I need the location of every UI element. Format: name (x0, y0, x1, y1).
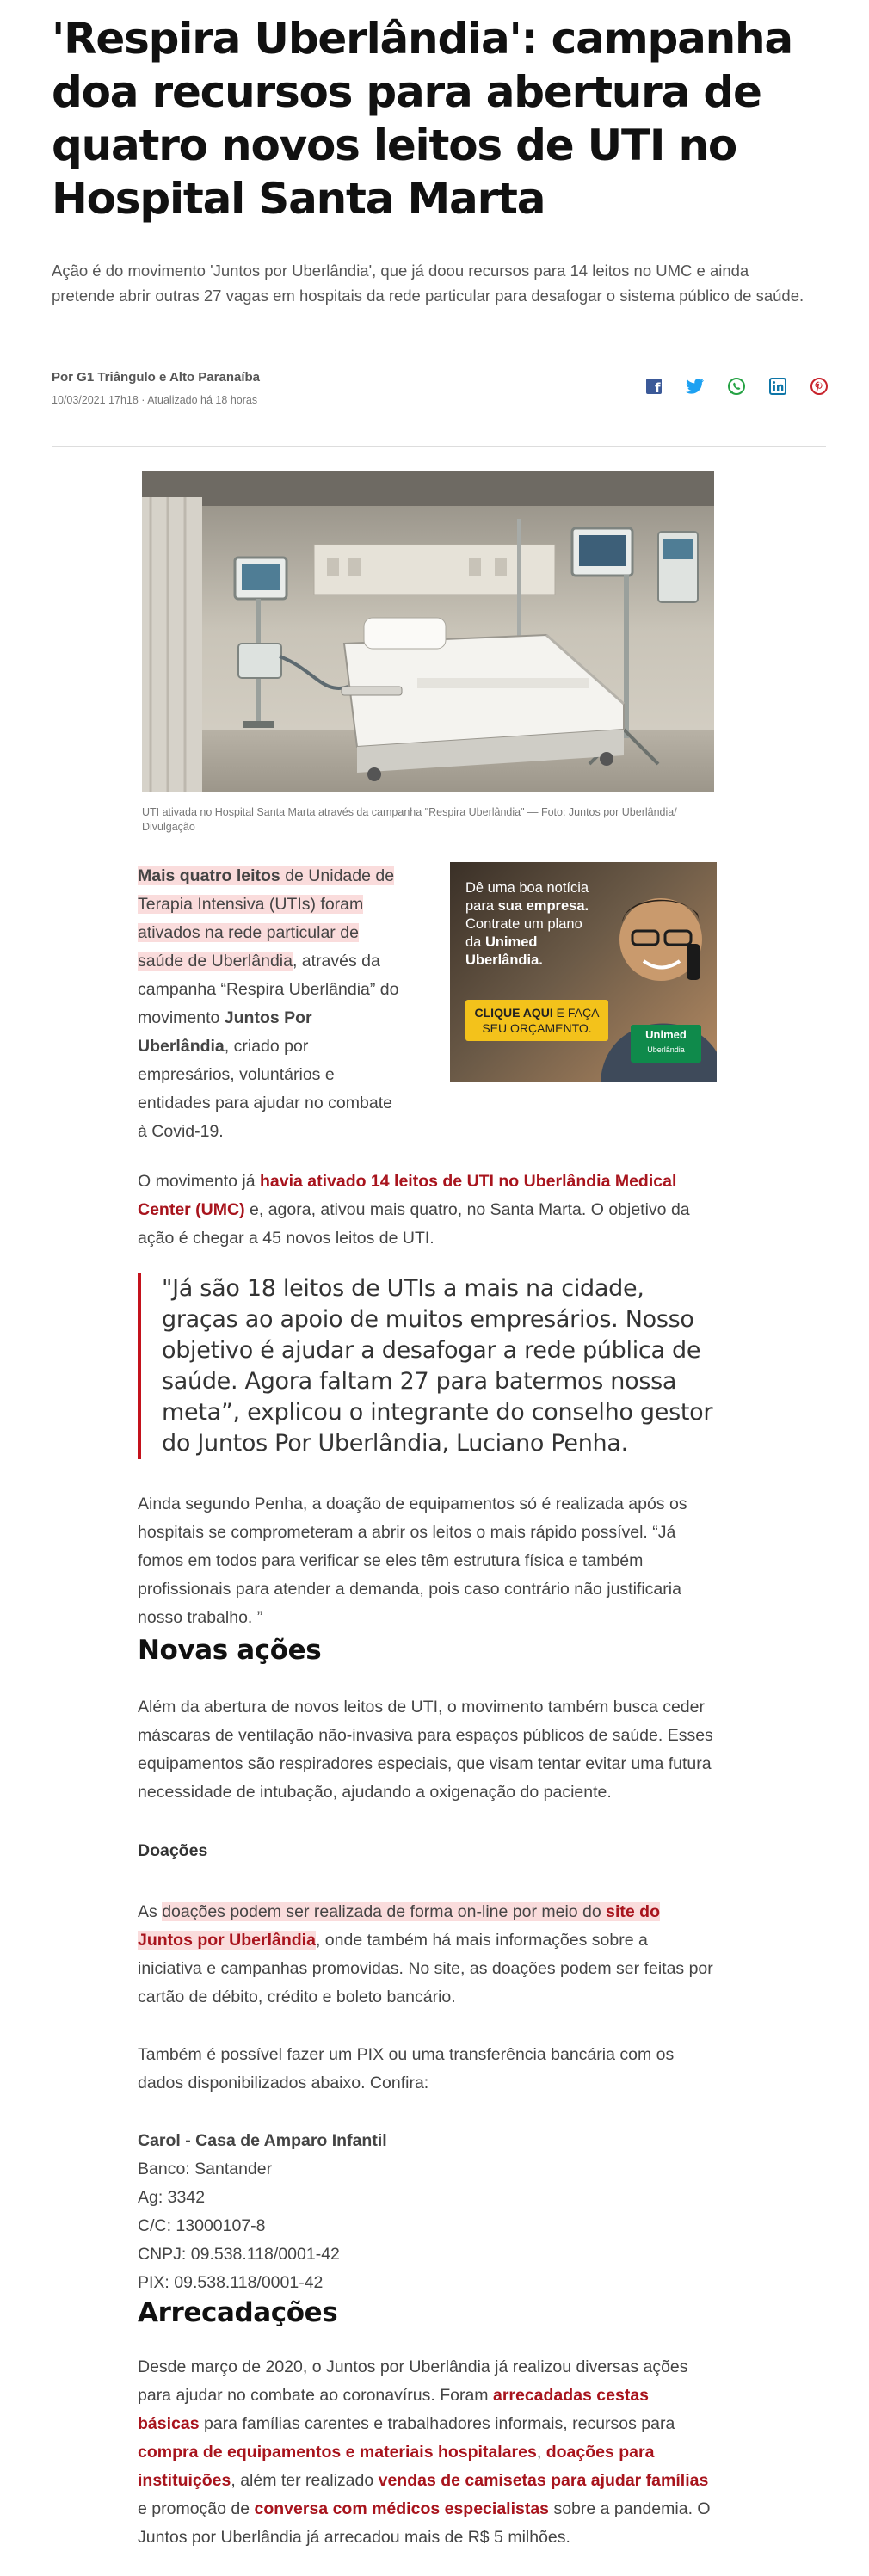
ad-logo-text: Unimed (645, 1028, 687, 1041)
pinterest-share-icon[interactable] (809, 376, 829, 397)
medicos-link[interactable]: conversa com médicos especialistas (254, 2499, 550, 2518)
bank-agency: Ag: 3342 (138, 2188, 206, 2207)
umc-text-2: e, agora, ativou mais quatro, no Santa Marta. O objetivo da ação é chegar a 45 novos leitos de UTI. (138, 1200, 690, 1248)
paragraph-intro (138, 862, 404, 1146)
article-subtitle: Ação é do movimento 'Juntos por Uberlândia', que já doou recursos para 14 leitos no UMC e ainda pretende abrir outras 27 vagas em hospitais da rede particular para desafogar o sistema público de saúde. (52, 262, 804, 305)
arrec-text-3: , (536, 2443, 546, 2462)
bank-account: C/C: 13000107-8 (138, 2216, 266, 2235)
article-byline: Por G1 Triângulo e Alto Paranaíba (52, 370, 260, 385)
ad-line-2a: para (465, 898, 498, 914)
facebook-share-icon[interactable] (644, 376, 664, 397)
bank-cnpj: CNPJ: 09.538.118/0001-42 (138, 2245, 340, 2264)
ad-logo-sub: Uberlândia (647, 1045, 685, 1054)
paragraph-novas-acoes-text: Além da abertura de novos leitos de UTI, o movimento também busca ceder máscaras de ventilação não-invasiva para espaços públicos de saúde. Esses equipamentos são respiradores especiais, que visam tentar evitar uma futura necessidade de intubação, ajudando a oxigenação do paciente. (138, 1698, 713, 1802)
ad-cta-bold: CLIQUE AQUI (474, 1006, 553, 1020)
doacoes-text-1: , onde também há mais informações sobre a iniciativa e campanhas promovidas. No site, as doações podem ser feitas por cartão de débito, crédito e boleto bancário. (138, 1931, 713, 2006)
camisetas-link[interactable]: vendas de camisetas para ajudar famílias (378, 2471, 709, 2490)
ad-line-4b: Unimed (484, 934, 538, 950)
intro-bold-org: Juntos Por Uberlândia (138, 1008, 312, 1056)
paragraph-doacoes (138, 1898, 714, 2012)
intro-text-2: , criado por empresários, voluntários e entidades para ajudar no combate à Covid-19. (138, 1037, 392, 1141)
article-title: 'Respira Uberlândia': campanha doa recursos para abertura de quatro novos leitos de UTI no Hospital Santa Marta (52, 14, 792, 224)
arrec-text-6: sobre a pandemia. O Juntos por Uberlândia já arrecadou mais de R$ 5 milhões. (138, 2499, 711, 2547)
highlight-bold: Mais quatro leitos (138, 866, 280, 885)
article-header (52, 12, 826, 225)
paragraph-penha (138, 1490, 714, 1632)
paragraph-intro-text (138, 862, 404, 1146)
arrec-text-1: Desde março de 2020, o Juntos por Uberlândia já realizou diversas ações para ajudar no combate ao coronavírus. Foram (138, 2357, 688, 2405)
whatsapp-share-icon[interactable] (726, 376, 747, 397)
cestas-basicas-link[interactable]: arrecadadas cestas básicas (138, 2386, 650, 2433)
juntos-site-link[interactable]: site do Juntos por Uberlândia (138, 1902, 660, 1950)
paragraph-penha-text: Ainda segundo Penha, a doação de equipamentos só é realizada após os hospitais se comprometeram a abrir os leitos o mais rápido possível. “Já fomos em todos para verificar se eles têm estrutura física e também profissionais para atender a demanda, pois caso contrário não justificaria nosso trabalho. ” (138, 1494, 687, 1627)
pull-quote (138, 1273, 714, 1459)
photo-caption: UTI ativada no Hospital Santa Marta através da campanha "Respira Uberlândia" — Foto: Juntos por Uberlândia/ Divulgação (142, 806, 677, 833)
umc-beds-link[interactable]: havia ativado 14 leitos de UTI no Uberlândia Medical Center (UMC) (138, 1172, 677, 1219)
article-date: 10/03/2021 17h18 · Atualizado há 18 horas (52, 394, 258, 406)
bank-name: Banco: Santander (138, 2160, 273, 2179)
facebook-glyph: f (655, 380, 661, 395)
paragraph-pix-text: Também é possível fazer um PIX ou uma transferência bancária com os dados disponibilizados abaixo. Confira: (138, 2045, 675, 2092)
highlight-text: de Unidade de Terapia Intensiva (UTIs) foram ativados na rede particular de saúde de Uberlândia (138, 866, 395, 971)
arrec-text-2: para famílias carentes e trabalhadores informais, recursos para (199, 2414, 675, 2433)
paragraph-novas-acoes (138, 1693, 714, 1807)
bank-details (138, 2127, 714, 2297)
header-divider (52, 446, 826, 447)
ad-cta-text: E FAÇA SEU ORÇAMENTO. (482, 1006, 600, 1035)
ad-line-2b: sua empresa. (497, 898, 589, 914)
paragraph-arrecadacoes-text (138, 2353, 714, 2552)
unimed-ad-banner[interactable] (450, 862, 717, 1082)
ad-line-5: Uberlândia. (465, 952, 543, 968)
share-bar (644, 376, 829, 397)
paragraph-umc-text (138, 1168, 714, 1253)
ad-line-1: Dê uma boa notícia (465, 880, 589, 896)
ad-cta-button[interactable] (465, 1000, 608, 1041)
intro-text-1: , através da campanha “Respira Uberlândia” do movimento (138, 952, 399, 1027)
instituicoes-link[interactable]: doações para instituições (138, 2443, 655, 2490)
arrec-text-5: e promoção de (138, 2499, 255, 2518)
linkedin-share-icon[interactable] (767, 376, 788, 397)
ad-line-3: Contrate um plano (465, 916, 582, 932)
section-title-arrecadacoes: Arrecadações (138, 2297, 338, 2328)
doacoes-highlight: doações podem ser realizada de forma on-line por meio do (162, 1902, 607, 1921)
paragraph-pix (138, 2041, 714, 2098)
arrec-text-4: , além ter realizado (231, 2471, 379, 2490)
section-title-novas-acoes: Novas ações (138, 1635, 322, 1666)
unimed-logo (631, 1025, 701, 1063)
paragraph-arrecadacoes (138, 2353, 714, 2552)
subsection-title-doacoes: Doações (138, 1841, 208, 1860)
ad-line-4: da (465, 934, 485, 950)
article-photo (142, 471, 714, 792)
umc-text-1: O movimento já (138, 1172, 260, 1191)
equipamentos-link[interactable]: compra de equipamentos e materiais hospitalares (138, 2443, 537, 2462)
doacoes-text-0: As (138, 1902, 163, 1921)
bank-org-name: Carol - Casa de Amparo Infantil (138, 2131, 387, 2150)
ad-headline (465, 879, 603, 970)
paragraph-doacoes-text (138, 1898, 714, 2012)
twitter-share-icon[interactable] (685, 376, 706, 397)
pull-quote-text: "Já são 18 leitos de UTIs a mais na cidade, graças ao apoio de muitos empresários. Nosso objetivo é ajudar a desafogar a rede pública de saúde. Agora faltam 27 para batermos nossa meta”, explicou o integrante do conselho gestor do Juntos Por Uberlândia, Luciano Penha. (162, 1275, 713, 1457)
paragraph-umc (138, 1168, 714, 1253)
bank-pix: PIX: 09.538.118/0001-42 (138, 2273, 324, 2292)
